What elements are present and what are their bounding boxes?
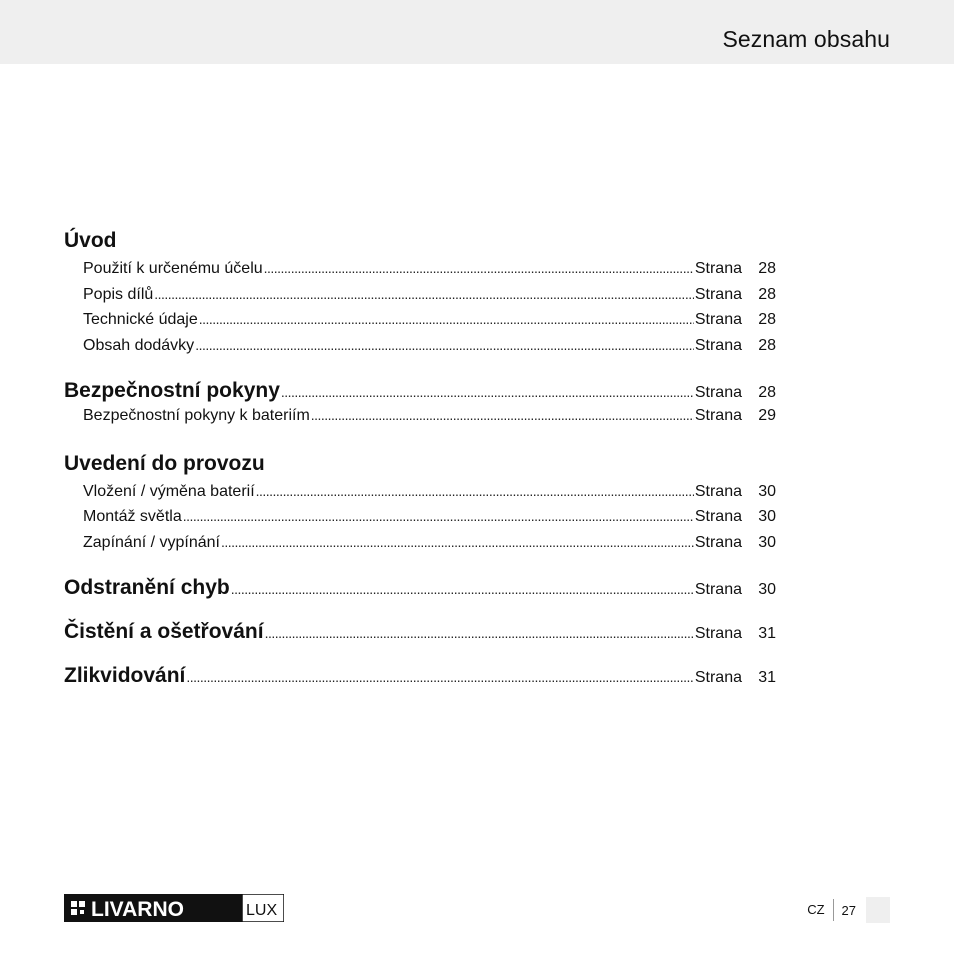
toc-page-number: 31 — [758, 624, 776, 642]
toc-page-number: 28 — [758, 285, 776, 303]
page-tab-box — [866, 897, 890, 923]
dot-leader — [154, 282, 694, 307]
footer-page-info — [807, 897, 890, 923]
toc-page-number: 30 — [758, 580, 776, 598]
toc-page-word: Strana — [694, 508, 742, 526]
toc-entry[interactable] — [64, 504, 776, 530]
toc-page-word: Strana — [694, 668, 742, 686]
toc-section-heading-row[interactable] — [64, 379, 776, 403]
toc-page-number: 30 — [758, 508, 776, 526]
toc-page-word: Strana — [694, 383, 742, 401]
toc-section — [64, 620, 776, 644]
toc-page-word: Strana — [694, 482, 742, 500]
toc-entry-label: Montáž světla — [83, 508, 182, 526]
toc-section — [64, 664, 776, 688]
dot-leader — [265, 625, 694, 641]
toc-section-heading: Odstranění chyb — [64, 575, 230, 599]
toc-entry-label: Popis dílů — [83, 285, 154, 303]
dot-leader — [221, 530, 694, 555]
header-band — [0, 0, 954, 64]
toc-entry-label: Použití k určenému účelu — [83, 260, 263, 277]
dot-leader — [264, 256, 694, 281]
toc-section-heading: Čistění a ošetřování — [64, 619, 264, 643]
page-title: Seznam obsahu — [722, 26, 890, 52]
toc-entry[interactable] — [64, 307, 776, 333]
toc-page-number: 28 — [758, 337, 776, 355]
dot-leader — [256, 479, 694, 504]
toc-page-number: 29 — [758, 406, 776, 424]
toc-section-heading: Bezpečnostní pokyny — [64, 378, 280, 402]
toc-page-number: 30 — [758, 533, 776, 551]
dot-leader — [199, 307, 694, 332]
toc-section-heading-row[interactable] — [64, 226, 776, 256]
toc-section-heading: Úvod — [64, 229, 117, 252]
toc-page-word: Strana — [694, 580, 742, 598]
toc-section — [64, 576, 776, 600]
toc-section-heading-row[interactable] — [64, 664, 776, 688]
toc-entry[interactable] — [64, 333, 776, 359]
language-code: CZ — [807, 899, 833, 921]
dot-leader — [281, 384, 694, 400]
dot-leader — [183, 504, 694, 529]
toc-page-word: Strana — [694, 406, 742, 424]
toc-page-number: 30 — [758, 482, 776, 500]
toc-page-number: 28 — [758, 311, 776, 329]
toc-entry[interactable] — [64, 282, 776, 308]
toc-page-word: Strana — [694, 533, 742, 551]
toc-page-number: 28 — [758, 260, 776, 277]
page-number: 27 — [841, 902, 856, 918]
logo-brand-text: LIVARNO — [91, 898, 184, 921]
toc-section-heading-row[interactable] — [64, 576, 776, 600]
toc-page-word: Strana — [694, 285, 742, 303]
toc-section — [64, 226, 776, 359]
toc-section-heading: Zlikvidování — [64, 663, 186, 687]
logo-lux-text: LUX — [246, 902, 278, 919]
toc-section — [64, 449, 776, 556]
toc-entry[interactable] — [64, 479, 776, 505]
dot-leader — [311, 403, 694, 428]
toc-section — [64, 379, 776, 429]
toc-section-heading-row[interactable] — [64, 620, 776, 644]
toc-section-heading-row[interactable] — [64, 449, 776, 479]
toc-entry-label: Zapínání / vypínání — [83, 533, 220, 551]
toc-page-number: 31 — [758, 668, 776, 686]
toc-section-heading: Uvedení do provozu — [64, 451, 265, 475]
toc-entry[interactable] — [64, 530, 776, 556]
toc-page-number: 28 — [758, 383, 776, 401]
toc-page-word: Strana — [694, 337, 742, 355]
toc-entry-label: Bezpečnostní pokyny k bateriím — [83, 406, 310, 424]
toc-page-word: Strana — [694, 260, 742, 277]
toc-entry[interactable] — [64, 256, 776, 282]
toc-entry[interactable] — [64, 403, 776, 429]
toc-entry-label: Obsah dodávky — [83, 337, 195, 355]
livarno-lux-logo — [64, 894, 284, 922]
toc-entry-label: Technické údaje — [83, 311, 198, 329]
toc-page-word: Strana — [694, 311, 742, 329]
dot-leader — [186, 669, 693, 685]
toc-entry-label: Vložení / výměna baterií — [83, 482, 255, 500]
dot-leader — [195, 333, 694, 358]
dot-leader — [231, 581, 694, 597]
table-of-contents — [64, 226, 776, 708]
toc-page-word: Strana — [694, 624, 742, 642]
